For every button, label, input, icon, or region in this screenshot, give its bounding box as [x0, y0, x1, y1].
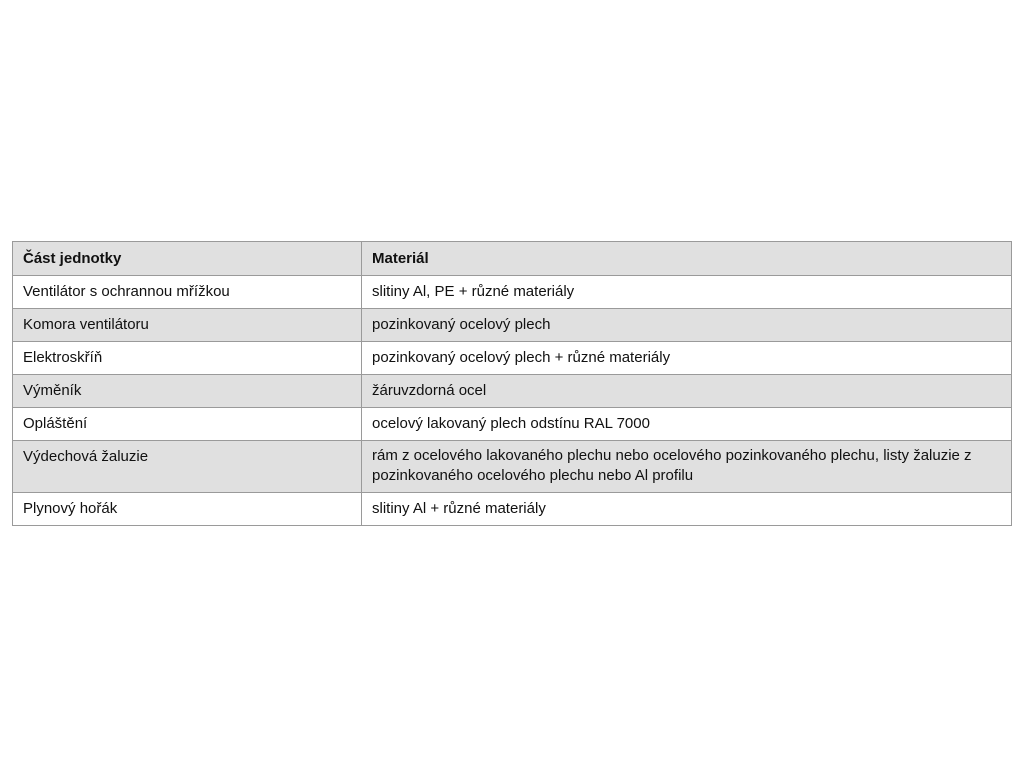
part-cell: Výdechová žaluzie: [13, 441, 362, 493]
table-row: [13, 493, 1012, 526]
material-cell: ocelový lakovaný plech odstínu RAL 7000: [362, 408, 1012, 441]
material-cell: slitiny Al + různé materiály: [362, 493, 1012, 526]
material-cell: slitiny Al, PE + různé materiály: [362, 276, 1012, 309]
material-cell: žáruvzdorná ocel: [362, 375, 1012, 408]
part-cell: Ventilátor s ochrannou mřížkou: [13, 276, 362, 309]
part-cell: Elektroskříň: [13, 342, 362, 375]
materials-table: [12, 241, 1012, 526]
part-cell: Plynový hořák: [13, 493, 362, 526]
table-row: [13, 441, 1012, 493]
part-cell: Opláštění: [13, 408, 362, 441]
table-row: [13, 309, 1012, 342]
table-row: [13, 276, 1012, 309]
material-cell: pozinkovaný ocelový plech + různé materiály: [362, 342, 1012, 375]
table-row: [13, 375, 1012, 408]
table-row: [13, 342, 1012, 375]
part-cell: Komora ventilátoru: [13, 309, 362, 342]
part-cell: Výměník: [13, 375, 362, 408]
column-header-material: Materiál: [362, 242, 1012, 276]
table-header-row: [13, 242, 1012, 276]
material-cell: pozinkovaný ocelový plech: [362, 309, 1012, 342]
table-row: [13, 408, 1012, 441]
material-cell: rám z ocelového lakovaného plechu nebo ocelového pozinkovaného plechu, listy žaluzie z pozinkovaného ocelového plechu nebo Al profilu: [362, 441, 1012, 493]
column-header-part: Část jednotky: [13, 242, 362, 276]
